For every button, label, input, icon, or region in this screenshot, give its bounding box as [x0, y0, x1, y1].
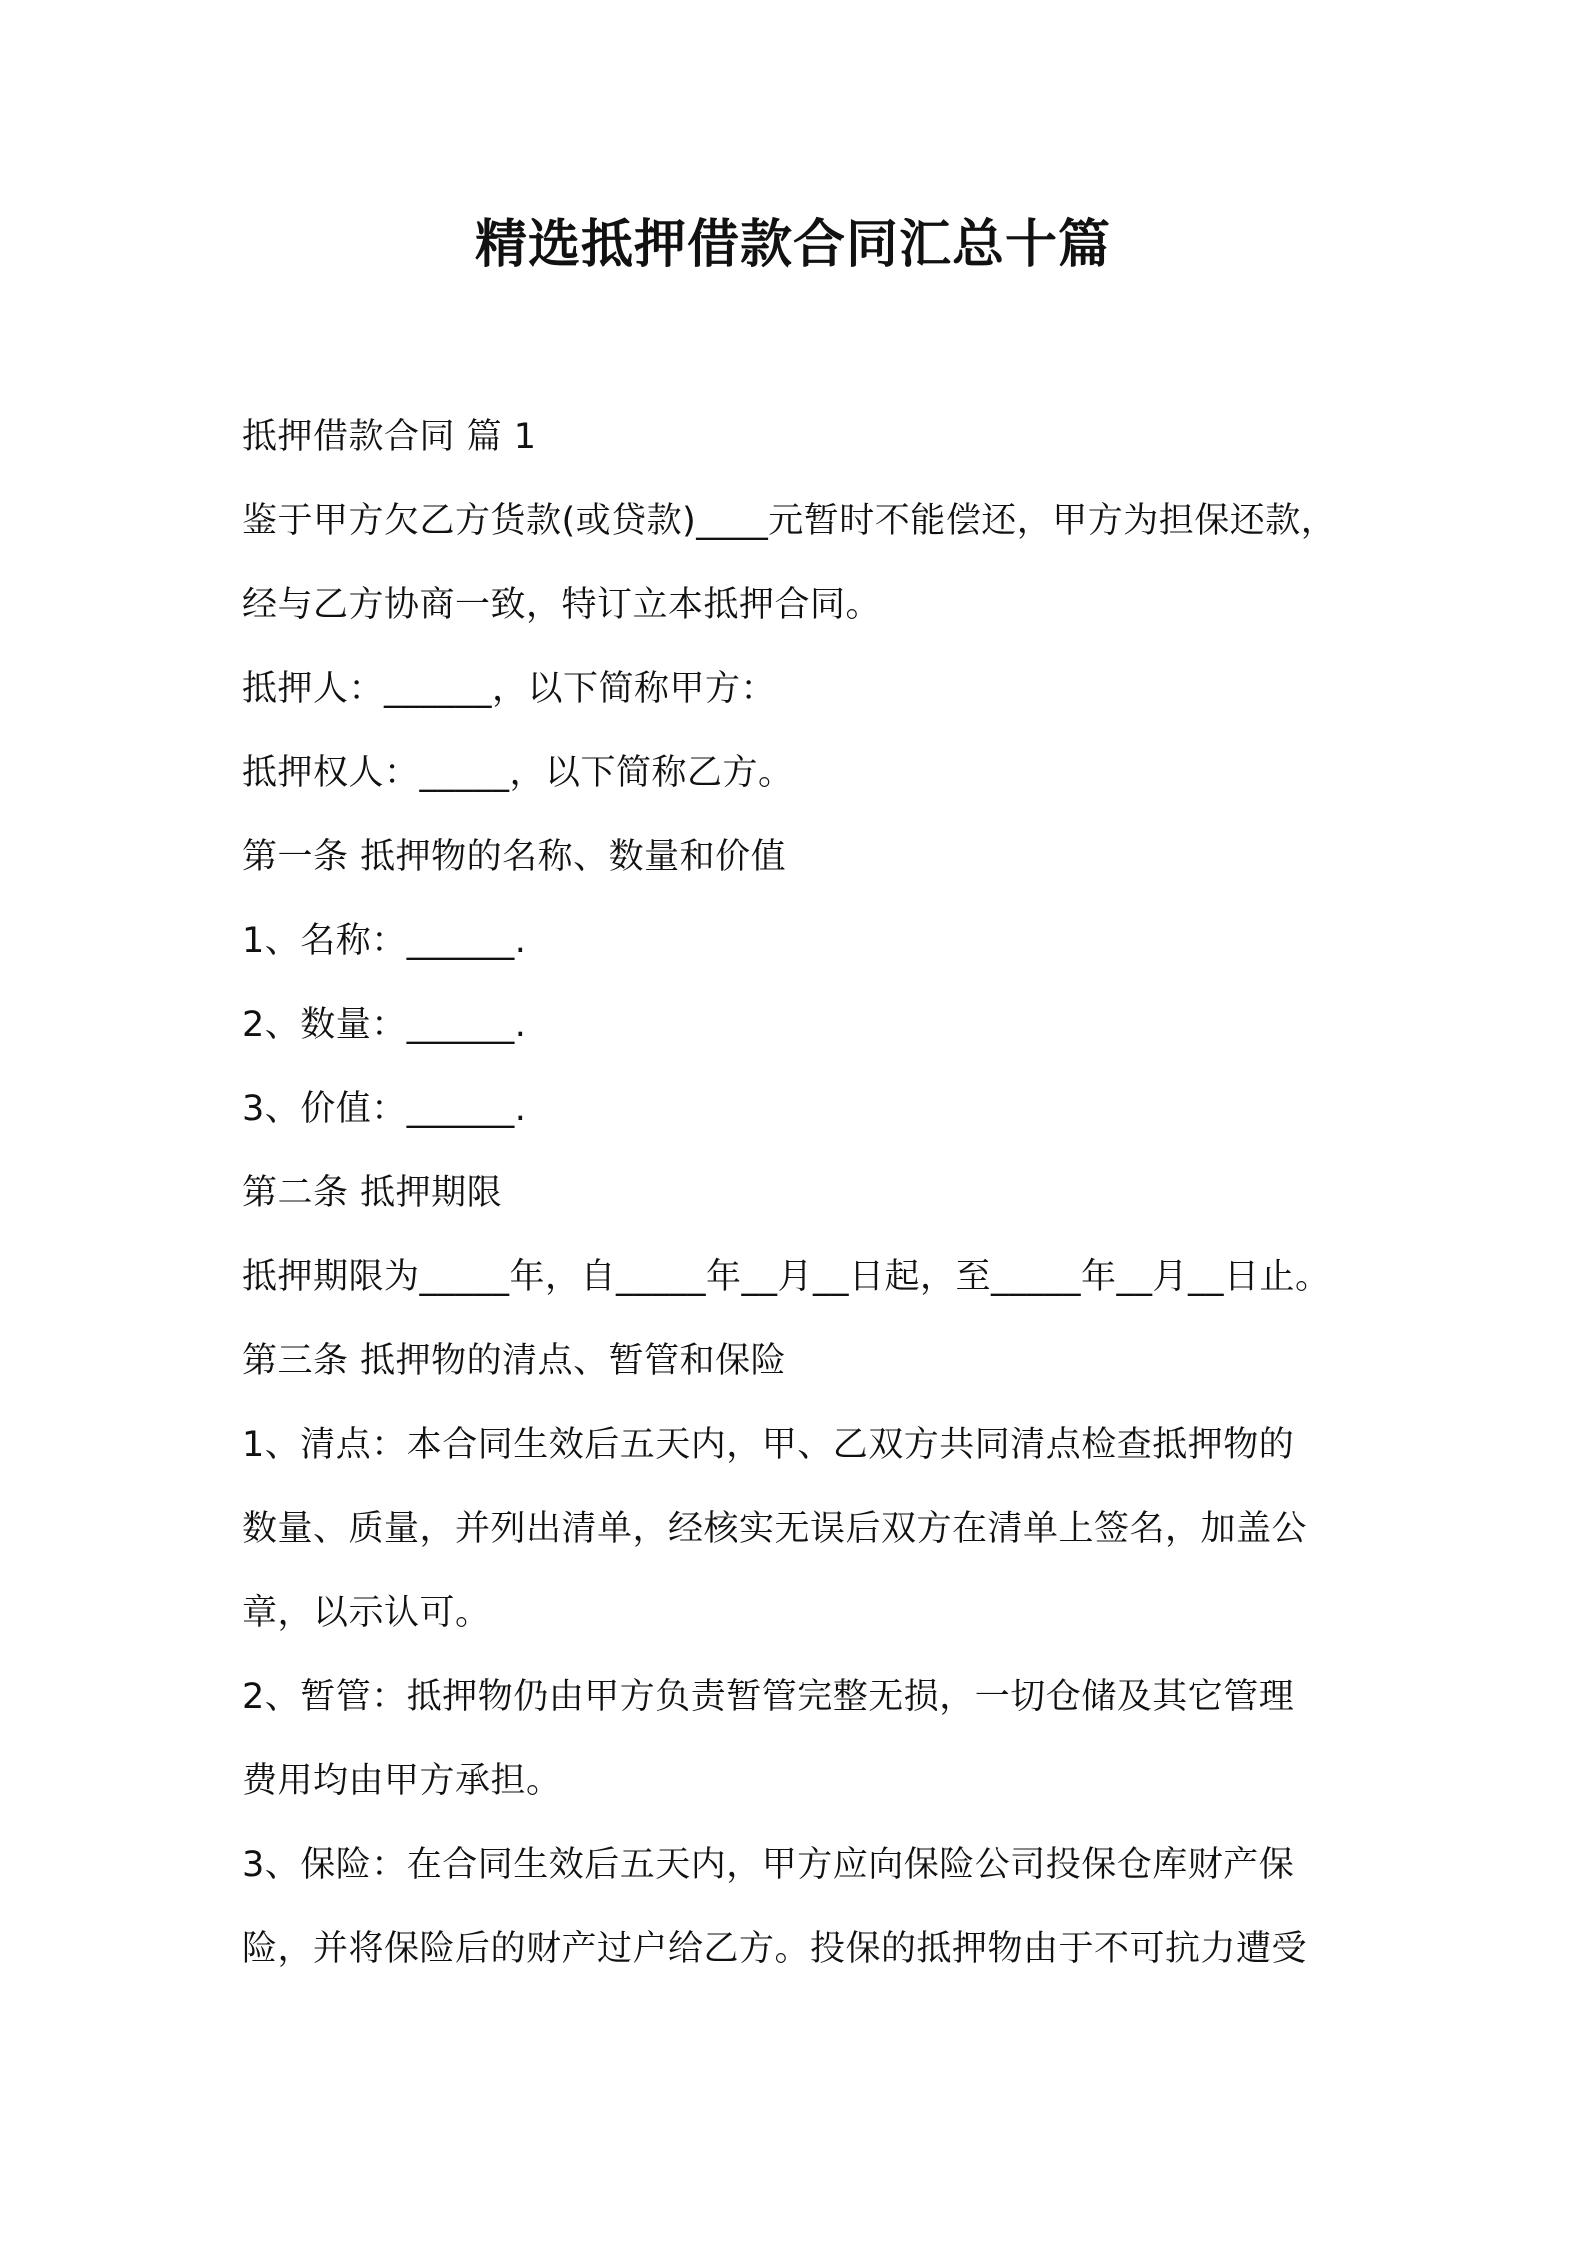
section-heading-1: 抵押借款合同 篇 1 — [242, 417, 537, 457]
paragraph-line: 费用均由甲方承担。 — [242, 1761, 562, 1801]
list-item: 2、暂管：抵押物仍由甲方负责暂管完整无损，一切仓储及其它管理 — [242, 1677, 1295, 1717]
list-item: 3、保险：在合同生效后五天内，甲方应向保险公司投保仓库财产保 — [242, 1845, 1295, 1885]
list-item: 1、名称：______. — [242, 921, 527, 961]
paragraph-line: 经与乙方协商一致，特订立本抵押合同。 — [242, 585, 882, 625]
paragraph-line: 数量、质量，并列出清单，经核实无误后双方在清单上签名，加盖公 — [242, 1509, 1308, 1549]
paragraph-line: 章，以示认可。 — [242, 1593, 491, 1633]
list-item: 2、数量：______. — [242, 1005, 527, 1045]
paragraph-line: 抵押人：______，以下简称甲方： — [242, 669, 777, 709]
paragraph-line: 鉴于甲方欠乙方货款(或贷款)____元暂时不能偿还，甲方为担保还款， — [242, 501, 1337, 541]
list-item: 3、价值：______. — [242, 1089, 527, 1129]
article-heading: 第三条 抵押物的清点、暂管和保险 — [242, 1341, 787, 1381]
paragraph-line: 抵押期限为_____年，自_____年__月__日起，至_____年__月__日止。 — [242, 1257, 1331, 1297]
article-heading: 第一条 抵押物的名称、数量和价值 — [242, 837, 787, 877]
list-item: 1、清点：本合同生效后五天内，甲、乙双方共同清点检查抵押物的 — [242, 1425, 1295, 1465]
document-title: 精选抵押借款合同汇总十篇 — [474, 215, 1111, 275]
article-heading: 第二条 抵押期限 — [242, 1173, 503, 1213]
paragraph-line: 险，并将保险后的财产过户给乙方。投保的抵押物由于不可抗力遭受 — [242, 1929, 1308, 1969]
paragraph-line: 抵押权人：_____，以下简称乙方。 — [242, 753, 794, 793]
